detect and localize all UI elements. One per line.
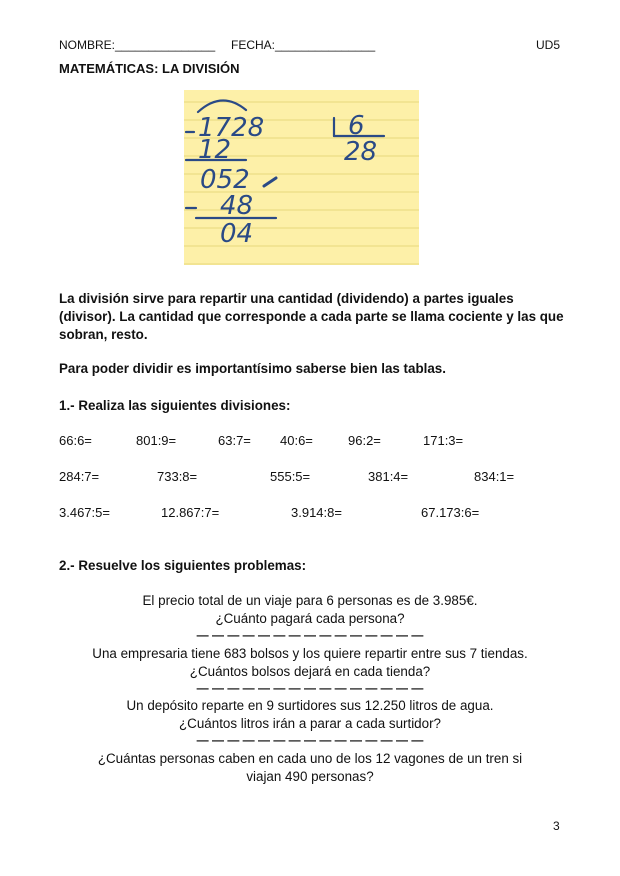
division-item: 40:6= [280,433,313,448]
division-item: 381:4= [368,469,409,484]
answer-separator: — — — — — — — — — — — — — — — [196,628,424,642]
date-field-label: FECHA:_______________ [231,38,376,52]
page-number: 3 [553,819,560,833]
divisor-text: 6 [348,111,365,141]
problem-question: ¿Cuántos bolsos dejará en cada tienda? [189,664,431,679]
page-title: MATEMÁTICAS: LA DIVISIÓN [59,61,240,76]
division-item: 96:2= [348,433,381,448]
lined-paper-image [184,90,419,265]
problem-question: ¿Cuánto pagará cada persona? [215,611,405,626]
division-item: 834:1= [474,469,515,484]
division-item: 12.867:7= [161,505,220,520]
dividend-text: 1728 [198,113,265,143]
exercise1-heading: 1.- Realiza las siguientes divisiones: [59,398,291,413]
problem-line: ¿Cuántas personas caben en cada uno de los 12 vagones de un tren si [97,751,523,766]
second-subtraction-text: 48 [220,191,254,221]
answer-separator: — — — — — — — — — — — — — — — [196,681,424,695]
problem-line: Un depósito reparte en 9 surtidores sus 12.250 litros de agua. [126,698,494,713]
final-remainder-text: 04 [220,219,254,249]
division-item: 67.173:6= [421,505,480,520]
problem-line: El precio total de un viaje para 6 personas es de 3.985€. [142,593,478,608]
division-item: 284:7= [59,469,100,484]
division-item: 555:5= [270,469,311,484]
problem-line: Una empresaria tiene 683 bolsos y los quiere repartir entre sus 7 tiendas. [92,646,528,661]
quotient-text: 28 [344,137,378,167]
division-item: 171:3= [423,433,464,448]
division-item: 3.914:8= [291,505,342,520]
name-field-label: NOMBRE:_______________ [59,38,216,52]
division-illustration [184,90,419,265]
intro-paragraph: La división sirve para repartir una cantidad (dividendo) a partes iguales (divisor). La cantidad que corresponde a cada parte se llama cociente y las que sobran, resto. [59,291,564,342]
division-item: 733:8= [157,469,198,484]
exercise2-heading: 2.- Resuelve los siguientes problemas: [59,558,307,573]
tables-note: Para poder dividir es importantísimo saberse bien las tablas. [59,361,446,376]
first-remainder-text: 052 [200,165,250,195]
answer-separator: — — — — — — — — — — — — — — — [196,733,424,747]
division-item: 63:7= [218,433,251,448]
unit-label: UD5 [536,38,561,52]
first-subtraction-text: 12 [198,135,232,165]
division-item: 801:9= [136,433,177,448]
division-item: 66:6= [59,433,92,448]
problem-question: ¿Cuántos litros irán a parar a cada surtidor? [179,716,441,731]
problem-question: viajan 490 personas? [246,769,374,784]
division-item: 3.467:5= [59,505,110,520]
